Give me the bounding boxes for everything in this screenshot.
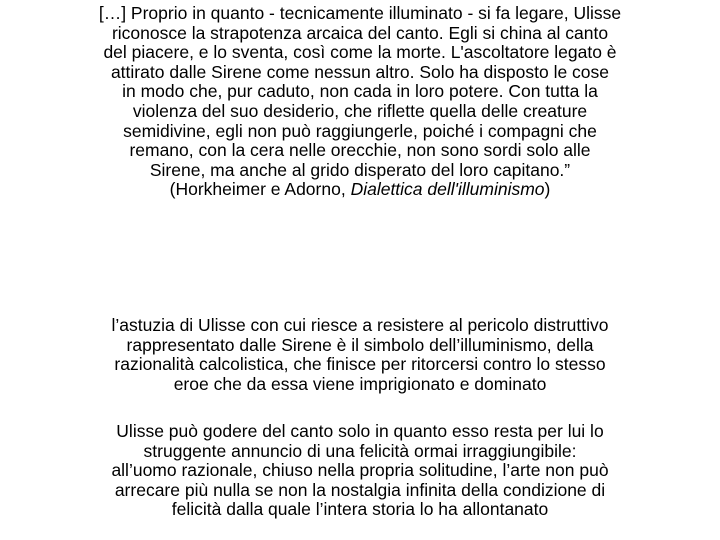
quote-line: […] Proprio in quanto - tecnicamente illuminato - si fa legare, Ulisse <box>98 3 622 23</box>
canto-paragraph <box>0 422 720 520</box>
quote-paragraph <box>0 4 720 200</box>
quote-line: violenza del suo desiderio, che riflette quella delle creature <box>132 100 588 121</box>
astuzia-line: l’astuzia di Ulisse con cui riesce a resistere al pericolo distruttivo <box>111 315 609 335</box>
quote-citation <box>0 180 720 200</box>
canto-line: all’uomo razionale, chiuso nella propria solitudine, l’arte non può <box>111 460 609 481</box>
canto-line: struggente annuncio di una felicità ormai irraggiungibile: <box>143 440 577 461</box>
citation-title: Dialettica dell'illuminismo <box>350 179 545 200</box>
quote-line: riconosce la strapotenza arcaica del canto. Egli si china al canto <box>111 22 609 43</box>
quote-line: in modo che, pur caduto, non cada in loro potere. Con tutta la <box>122 81 598 102</box>
astuzia-line: rappresentato dalle Sirene è il simbolo dell’illuminismo, della <box>126 334 594 355</box>
quote-line: semidivine, egli non può raggiungerle, poiché i compagni che <box>123 120 597 141</box>
citation-suffix: ) <box>544 179 551 200</box>
quote-line: remano, con la cera nelle orecchie, non sono sordi solo alle <box>129 140 591 161</box>
canto-line: arrecare più nulla se non la nostalgia infinita della condizione di <box>114 479 606 500</box>
quote-line: Sirene, ma anche al grido disperato del loro capitano.” <box>149 159 571 180</box>
canto-line: felicità dalla quale l’intera storia lo ha allontanato <box>171 499 549 520</box>
astuzia-line: eroe che da essa viene imprigionato e dominato <box>173 373 547 394</box>
canto-line: Ulisse può godere del canto solo in quanto esso resta per lui lo <box>116 421 604 441</box>
citation-prefix: (Horkheimer e Adorno, <box>169 179 351 200</box>
quote-line: del piacere, e lo sventa, così come la morte. L'ascoltatore legato è <box>103 42 617 63</box>
quote-line: attirato dalle Sirene come nessun altro. Solo ha disposto le cose <box>110 61 610 82</box>
astuzia-paragraph <box>0 316 720 394</box>
astuzia-line: razionalità calcolistica, che finisce per ritorcersi contro lo stesso <box>114 354 606 375</box>
